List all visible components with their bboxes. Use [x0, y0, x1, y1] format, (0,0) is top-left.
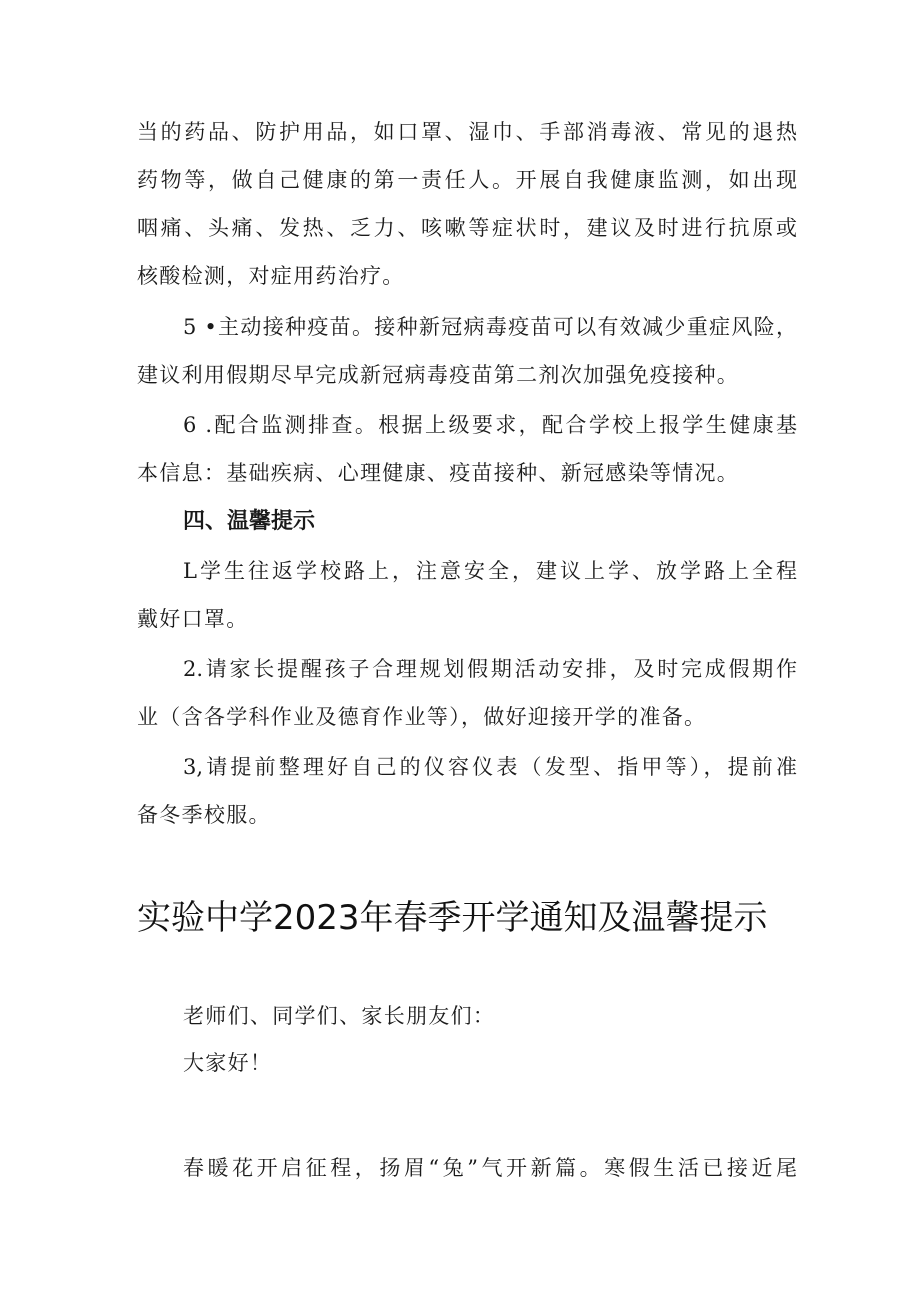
salutation-line: 大家好！	[183, 1051, 273, 1075]
paragraph-line: 本信息：基础疾病、心理健康、疫苗接种、新冠感染等情况。	[137, 461, 740, 485]
paragraph-line: 业（含各学科作业及德育作业等），做好迎接开学的准备。	[137, 705, 707, 729]
paragraph-line: 3,请提前整理好自己的仪容仪表（发型、指甲等），提前准	[183, 755, 797, 779]
paragraph-line: 咽痛、头痛、发热、乏力、咳嗽等症状时，建议及时进行抗原或	[137, 216, 797, 240]
paragraph-line: 6 .配合监测排查。根据上级要求，配合学校上报学生健康基	[183, 413, 797, 437]
paragraph-line: 当的药品、防护用品，如口罩、湿巾、手部消毒液、常见的退热	[137, 120, 797, 144]
paragraph-line: 建议利用假期尽早完成新冠病毒疫苗第二剂次加强免疫接种。	[137, 363, 740, 387]
paragraph-line: 药物等，做自己健康的第一责任人。开展自我健康监测，如出现	[137, 168, 797, 192]
paragraph-line: 核酸检测，对症用药治疗。	[137, 264, 405, 288]
paragraph-line: 2.请家长提醒孩子合理规划假期活动安排，及时完成假期作	[183, 657, 797, 681]
greeting-line: 老师们、同学们、家长朋友们：	[183, 1004, 496, 1028]
paragraph-line: 备冬季校服。	[137, 803, 271, 827]
paragraph-line: 春暖花开启征程，扬眉“兔”气开新篇。寒假生活已接近尾	[183, 1156, 797, 1180]
paragraph-line: 5 •主动接种疫苗。接种新冠病毒疫苗可以有效减少重症风险，	[183, 315, 797, 339]
section-heading: 四、温馨提示	[183, 509, 316, 534]
paragraph-line: 戴好口罩。	[137, 607, 249, 631]
paragraph-line: L学生往返学校路上，注意安全，建议上学、放学路上全程	[183, 559, 797, 583]
document-title: 实验中学2023年春季开学通知及温馨提示	[137, 898, 768, 938]
